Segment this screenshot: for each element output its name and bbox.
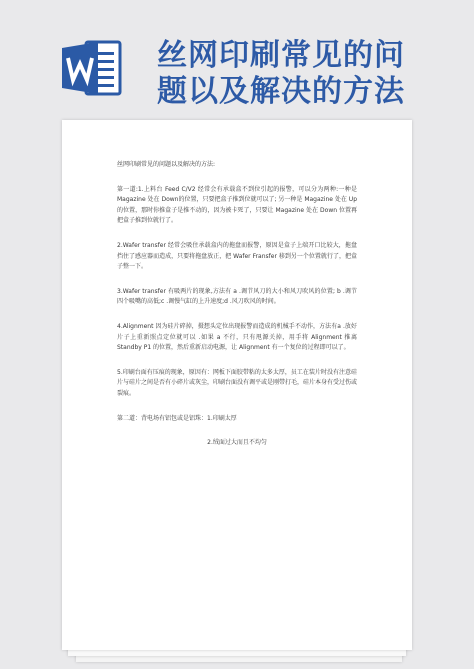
paragraph: 5.印刷台面有压痕的现象，原因有：网板下面胶带粘的太多太厚，员工在装片时没有注意硅片与硅片之间是否有小碎片或灰尘，印刷台面没有调平或是刚带打毛，硅片本身有受过伤或裂痕。 [117, 368, 358, 397]
list-item: 2.绒面过大而且不均匀 [207, 439, 267, 447]
document-title: 丝网印刷常见的问题以及解决的方法: [117, 161, 216, 168]
section-heading: 第二道：背电场有铝包或是铝珠：1.印刷太厚 [117, 414, 237, 422]
document-page [62, 120, 412, 650]
paragraph: 2.Wafer transfer 经常会吸住承载盒内的拖盘而报警，原因是盒子上端开口比较大，拖盘挡住了感应器而造成，只要将拖盘放正，把 Wafer Fransfer 移到另一个位置就行了，把盒子整一下。 [117, 241, 357, 271]
page-title-line-1: 丝网印刷常见的问 [157, 38, 405, 73]
paragraph: 4.Alignment 因为硅片碎掉，摄想头定位出现报警而造成的机械手不动作，方法有a .放好片子上重新照点定位就可以 .如果 a 不行，只有甩源关掉，用手将 Alignment 推离 Standby P1 的位置，然后重新启动电源，让 Alignment 有一个复位的过程即可以了。 [117, 322, 357, 352]
page-title-line-2: 题以及解决的方法 [157, 74, 405, 109]
paragraph: 3.Wafer transfer 有吸两片的现象,方法有 a .调节风刀的大小和风刀吹风的位置; b .调节四个吸嘴的高低;c .调慢气缸的上升速度;d .风刀吹风的时间。 [117, 287, 357, 306]
document-preview [62, 120, 412, 665]
word-document-icon [60, 38, 124, 98]
header [0, 0, 474, 112]
paragraph: 第一道:1.上料台 Feed C/V2 经常会有承载盒不到位引起的报警，可以分为两种:一种是 Magazine 处在 Down的位置，只要把盒子推到位就可以了; 另一种是 Magazine 处在 Up 的位置，那时你推盒子是推不动的，因为被卡死了，只要让 Magazine 处在 Down 位置再把盒子推到位就行了。 [117, 185, 357, 225]
document-body [117, 160, 357, 449]
